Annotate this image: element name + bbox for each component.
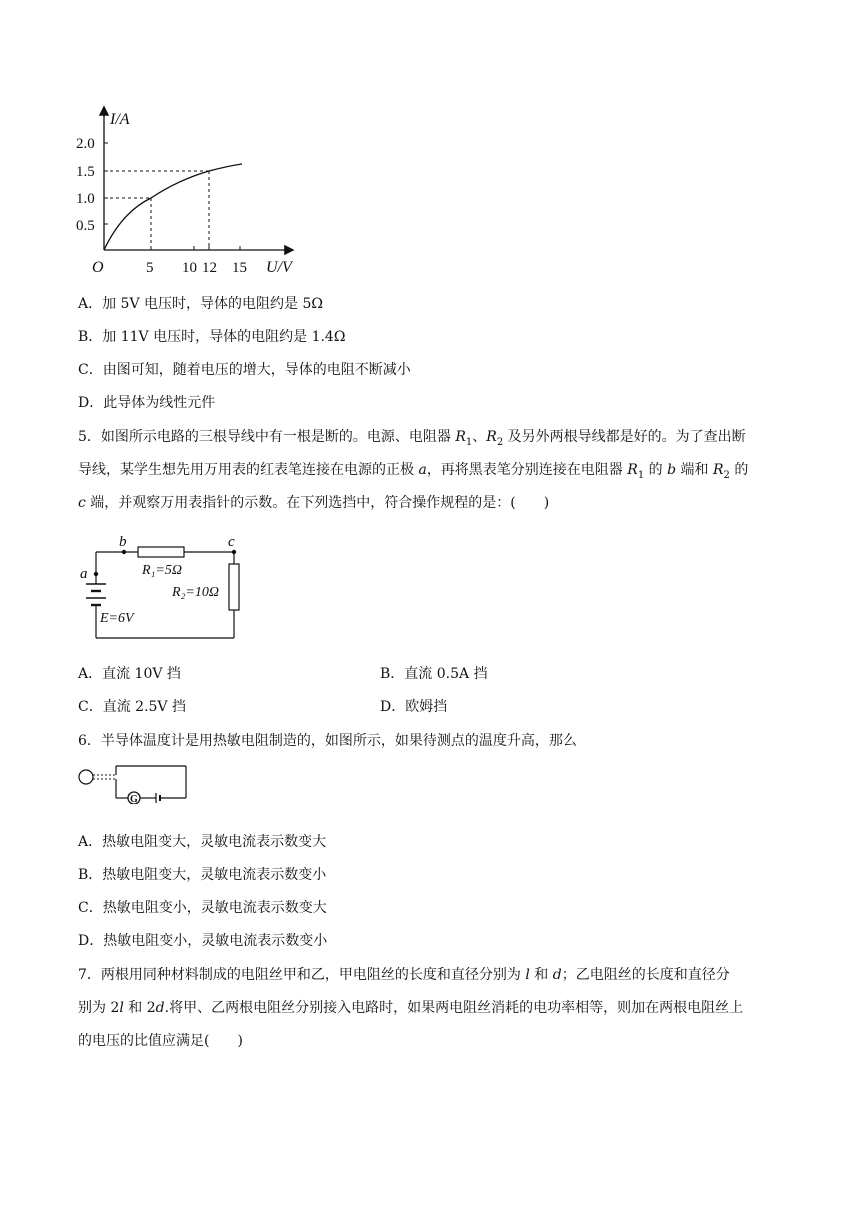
x-tick-10: 10 [182,260,197,276]
y-axis-label: I/A [110,111,130,128]
iu-curve [104,164,242,250]
q5-option-a: A．直流 10V 挡 [78,666,181,682]
circuit-label-b: b [119,534,127,550]
q6-stem: 6．半导体温度计是用热敏电阻制造的，如图所示，如果待测点的温度升高，那么 [78,733,577,749]
y-tick-0.5: 0.5 [76,218,95,234]
x-tick-12: 12 [202,260,217,276]
q4-option-c: C．由图可知，随着电压的增大，导体的电阻不断减小 [78,362,411,378]
x-tick-5: 5 [146,260,154,276]
q4-option-d: D．此导体为线性元件 [78,395,216,411]
y-tick-2.0: 2.0 [76,136,95,152]
q5-circuit [76,532,256,644]
y-tick-1.5: 1.5 [76,164,95,180]
x-axis-label: U/V [266,259,292,276]
circuit-label-emf: E=6V [100,611,134,626]
q7-stem-line2: 别为 2l 和 2d.将甲、乙两根电阻丝分别接入电路时，如果两电阻丝消耗的电功率相等，则加在两根电阻丝上 [78,1000,744,1016]
resistor-r2 [229,564,239,610]
q5-stem-line3: c 端，并观察万用表指针的示数。在下列选挡中，符合操作规程的是：( ) [78,495,550,511]
q5-option-b: B．直流 0.5A 挡 [380,666,488,682]
iu-graph [70,100,310,280]
circuit-label-c: c [228,534,235,550]
q6-option-c: C．热敏电阻变小，灵敏电流表示数变大 [78,900,327,916]
q4-option-b: B．加 11V 电压时，导体的电阻约是 1.4Ω [78,329,346,345]
q5-stem-line1: 5．如图所示电路的三根导线中有一根是断的。电源、电阻器 $R_1$、$R_2$ 及另外两根导线都是好的。为了查出断 [78,429,746,448]
thermistor-icon [79,770,93,784]
q6-option-d: D．热敏电阻变小，灵敏电流表示数变小 [78,933,328,949]
q6-option-a: A．热敏电阻变大，灵敏电流表示数变大 [78,834,327,850]
x-tick-15: 15 [232,260,247,276]
q5-option-c: C．直流 2.5V 挡 [78,699,186,715]
resistor-r1 [138,547,184,557]
q7-stem-line3: 的电压的比值应满足( ) [78,1033,243,1049]
circuit-label-r1: R₁=5Ω [142,563,182,578]
circuit-label-a: a [80,566,88,582]
circuit-label-r2: R₂=10Ω [172,585,219,600]
q6-option-b: B．热敏电阻变大，灵敏电流表示数变小 [78,867,327,883]
origin-label: O [92,259,104,276]
galvanometer-label: G [130,794,138,804]
q5-stem-line2: 导线，某学生想先用万用表的红表笔连接在电源的正极 a，再将黑表笔分别连接在电阻器 $R_1$ 的 b 端和 $R_2$ 的 [78,462,749,481]
q6-circuit [72,760,192,804]
q7-stem-line1: 7．两根用同种材料制成的电阻丝甲和乙，甲电阻丝的长度和直径分别为 l 和 d；乙电阻丝的长度和直径分 [78,967,730,983]
q4-option-a: A．加 5V 电压时，导体的电阻约是 5Ω [78,296,323,312]
q5-option-d: D．欧姆挡 [380,699,448,715]
y-tick-1.0: 1.0 [76,191,95,207]
